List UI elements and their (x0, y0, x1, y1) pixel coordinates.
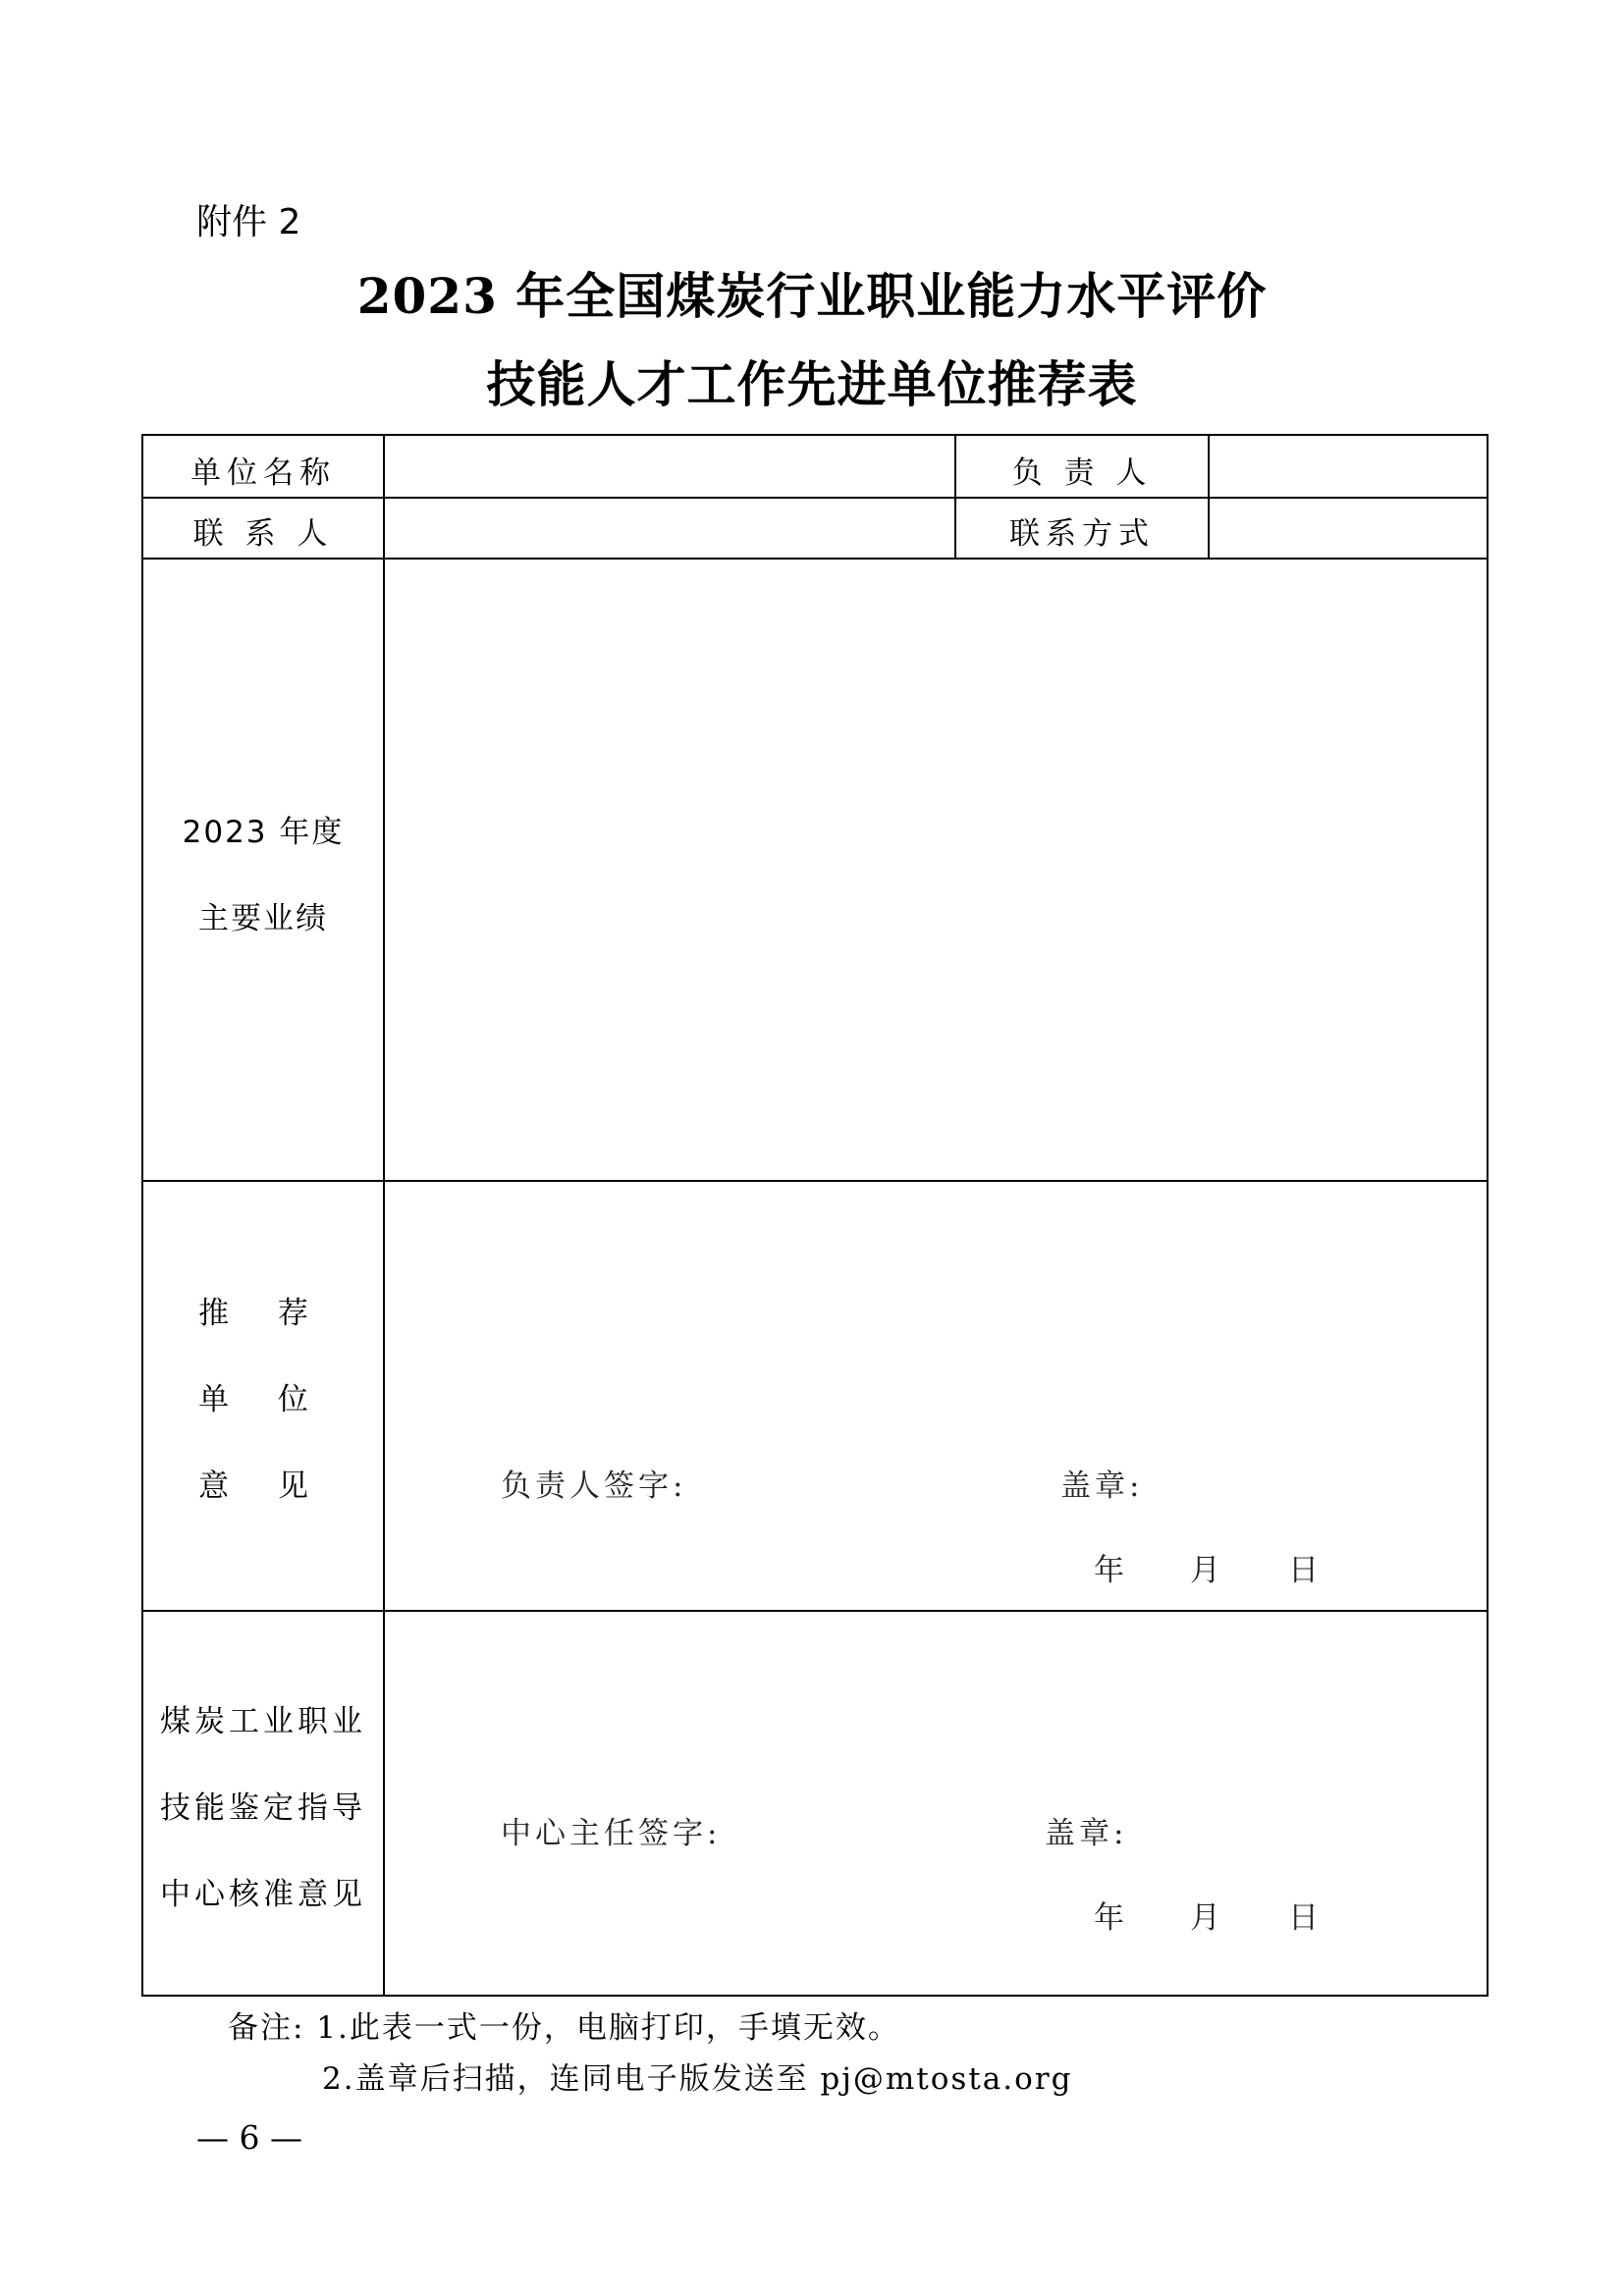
page-title-line2: 技能人才工作先进单位推荐表 (486, 355, 1138, 413)
center-label-1: 煤炭工业职业 (160, 1704, 366, 1739)
page-number: — 6 — (196, 2118, 302, 2157)
notes-line2: 2.盖章后扫描，连同电子版发送至 pj@mtosta.org (322, 2061, 1073, 2097)
row-divider (143, 1610, 1487, 1612)
center-date-year: 年 (1094, 1900, 1128, 1936)
achievements-label: 主要业绩 (198, 901, 328, 936)
person-in-charge-field[interactable] (1210, 438, 1487, 497)
recommend-date-month: 月 (1190, 1553, 1224, 1588)
attachment-label: 附件 2 (196, 202, 301, 242)
center-seal-label: 盖章: (1045, 1816, 1128, 1851)
recommend-signature-label: 负责人签字: (501, 1468, 687, 1504)
achievements-field[interactable] (385, 560, 1487, 1180)
recommend-date-day: 日 (1288, 1553, 1323, 1588)
recommend-label-1: 推 荐 (198, 1296, 328, 1331)
recommend-label-2: 单 位 (198, 1382, 328, 1417)
recommend-seal-label: 盖章: (1060, 1468, 1144, 1504)
recommend-label-3: 意 见 (198, 1468, 328, 1504)
achievements-label-year: 2023 年度 (182, 815, 345, 850)
recommend-date-year: 年 (1094, 1553, 1128, 1588)
contact-field[interactable] (385, 499, 954, 558)
center-label-3: 中心核准意见 (160, 1877, 366, 1912)
page-title-line1: 2023 年全国煤炭行业职业能力水平评价 (356, 267, 1268, 325)
row-divider (143, 1180, 1487, 1182)
unit-name-field[interactable] (385, 438, 954, 497)
notes-line1: 备注: 1.此表一式一份，电脑打印，手填无效。 (228, 2010, 900, 2046)
contact-method-field[interactable] (1210, 499, 1487, 558)
center-date-day: 日 (1288, 1900, 1323, 1936)
recommendation-form (141, 434, 1489, 1997)
contact-method-label: 联系方式 (1009, 516, 1155, 552)
person-in-charge-label: 负 责 人 (1011, 455, 1153, 491)
center-label-2: 技能鉴定指导 (160, 1790, 366, 1826)
center-signature-label: 中心主任签字: (501, 1816, 722, 1851)
contact-label: 联 系 人 (192, 516, 334, 552)
center-date-month: 月 (1190, 1900, 1224, 1936)
unit-name-label: 单位名称 (190, 455, 336, 491)
